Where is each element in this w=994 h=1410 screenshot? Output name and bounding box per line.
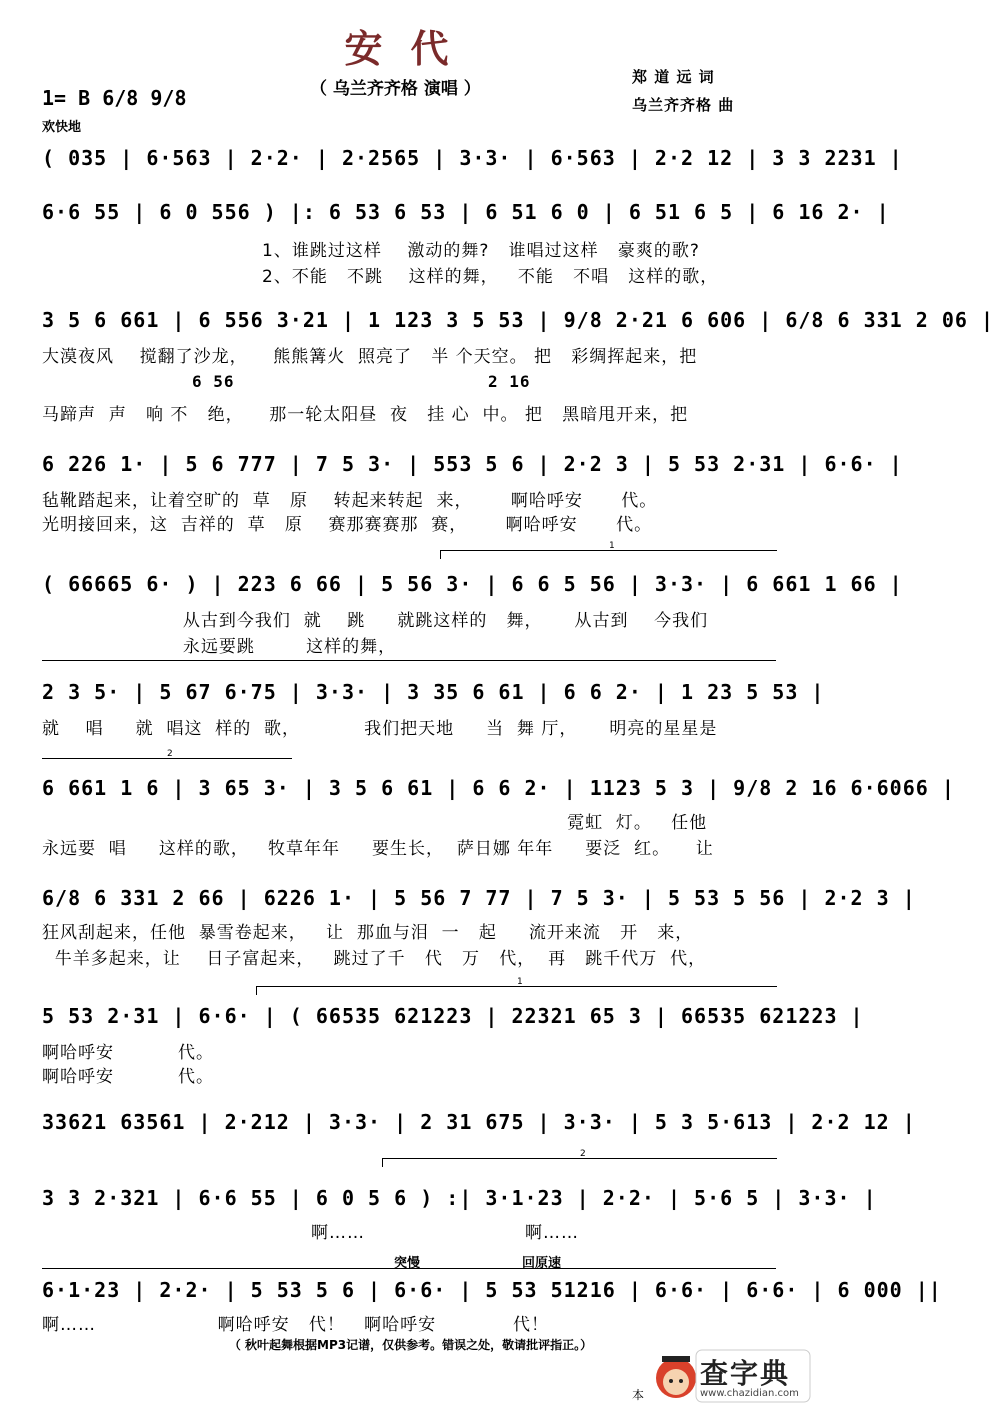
lyricist-credit: 郑 道 远 词 — [632, 68, 715, 86]
notation-row-12: 6·1·23 | 2·2· | 5 53 5 6 | 6·6· | 5 53 51216 | 6·6· | 6·6· | 6 000 || — [42, 1278, 942, 1302]
tempo-mark-slow: 突慢 — [394, 1256, 421, 1271]
site-logo-url[interactable]: www.chazidian.com — [700, 1388, 799, 1399]
volta-bracket-3: 1 — [256, 986, 777, 995]
lyric-row-3-verse-2: 马蹄声 声 响 不 绝， 那一轮太阳昼 夜 挂 心 中。 把 黑暗甩开来，把 — [42, 405, 689, 425]
notation-row-4: 6 226 1· | 5 6 777 | 7 5 3· | 553 5 6 | 2·2 3 | 5 53 2·31 | 6·6· | — [42, 452, 903, 476]
volta-bracket-1: 1 — [440, 550, 777, 559]
lyric-row-8-verse-2: 牛羊多起来，让 日子富起来， 跳过了千 代 万 代， 再 跳千代万 代， — [42, 949, 707, 969]
notation-row-1: ( 035 | 6·563 | 2·2· | 2·2565 | 3·3· | 6·563 | 2·2 12 | 3 3 2231 | — [42, 146, 903, 170]
volta-bracket-2: 2 — [42, 758, 292, 767]
notation-row-10: 33621 63561 | 2·212 | 3·3· | 2 31 675 | 3·3· | 5 3 5·613 | 2·2 12 | — [42, 1110, 916, 1134]
lyric-row-9-verse-2: 啊哈呼安 代。 — [42, 1067, 215, 1087]
lyric-row-2-verse-2: 2、不能 不跳 这样的舞， 不能 不唱 这样的歌， — [262, 267, 719, 287]
notation-row-9: 5 53 2·31 | 6·6· | ( 66535 621223 | 22321 65 3 | 66535 621223 | — [42, 1004, 864, 1028]
transcription-note: （ 秋叶起舞根据MP3记谱，仅供参考。错误之处，敬请批评指正。） — [228, 1338, 593, 1352]
lyric-row-3-verse-1: 大漠夜风 搅翻了沙龙， 熊熊篝火 照亮了 半 个天空。 把 彩绸挥起来，把 — [42, 347, 698, 367]
volta-bracket-4: 2 — [382, 1158, 777, 1167]
lyric-row-7-line-2: 永远要 唱 这样的歌， 牧草年年 要生长， 萨日娜 年年 要泛 红。 让 — [42, 839, 714, 859]
notation-row-2: 6·6 55 | 6 0 556 ) |: 6 53 6 53 | 6 51 6 0 | 6 51 6 5 | 6 16 2· | — [42, 200, 890, 224]
alt-notes-2: 2 16 — [488, 372, 531, 391]
watermark-prefix: 本 — [632, 1388, 645, 1402]
lyric-row-6: 就 唱 就 唱这 样的 歌， 我们把天地 当 舞 厅， 明亮的星星是 — [42, 719, 718, 739]
site-logo-name: 查字典 — [700, 1357, 791, 1390]
lyric-row-7-line-1: 霓虹 灯。 任他 — [42, 813, 708, 833]
notation-row-6: 2 3 5· | 5 67 6·75 | 3·3· | 3 35 6 61 | 6 6 2· | 1 23 5 53 | — [42, 680, 825, 704]
notation-row-5: ( 66665 6· ) | 223 6 66 | 5 56 3· | 6 6 5 56 | 3·3· | 6 661 1 66 | — [42, 572, 903, 596]
notation-row-7: 6 661 1 6 | 3 65 3· | 3 5 6 61 | 6 6 2· | 1123 5 3 | 9/8 2 16 6·6066 | — [42, 776, 955, 800]
performer-subtitle: （ 乌兰齐齐格 演唱 ） — [310, 79, 481, 99]
lyric-row-9-verse-1: 啊哈呼安 代。 — [42, 1043, 215, 1063]
lyric-row-5-verse-2: 永远要跳 这样的舞， — [42, 637, 397, 657]
tempo-marking: 欢快地 — [42, 120, 82, 135]
final-volta-line — [42, 1268, 776, 1269]
alt-notes-1: 6 56 — [192, 372, 235, 391]
lyric-row-8-verse-1: 狂风刮起来，任他 暴雪卷起来， 让 那血与泪 一 起 流开来流 开 来， — [42, 923, 694, 943]
lyric-row-11: 啊…… 啊…… — [42, 1223, 580, 1243]
lyric-row-5-verse-1: 从古到今我们 就 跳 就跳这样的 舞， 从古到 今我们 — [42, 611, 709, 631]
notation-row-3: 3 5 6 661 | 6 556 3·21 | 1 123 3 5 53 | 9/8 2·21 6 606 | 6/8 6 331 2 06 | — [42, 308, 994, 332]
page-title: 安代 — [344, 26, 477, 71]
tempo-mark-resume: 回原速 — [522, 1256, 562, 1271]
notation-row-8: 6/8 6 331 2 66 | 6226 1· | 5 56 7 77 | 7 5 3· | 5 53 5 56 | 2·2 3 | — [42, 886, 916, 910]
composer-credit: 乌兰齐齐格 曲 — [632, 96, 735, 114]
lyric-row-12: 啊…… 啊哈呼安 代！ 啊哈呼安 代！ — [42, 1315, 549, 1335]
notation-row-11: 3 3 2·321 | 6·6 55 | 6 0 5 6 ) :| 3·1·23 | 2·2· | 5·6 5 | 3·3· | — [42, 1186, 877, 1210]
lyric-row-4-verse-1: 毡靴踏起来，让着空旷的 草 原 转起来转起 来， 啊哈呼安 代。 — [42, 491, 658, 511]
volta-continuation-line — [42, 660, 776, 661]
key-signature: 1= B 6/8 9/8 — [42, 86, 187, 110]
lyric-row-2-verse-1: 1、谁跳过这样 激动的舞? 谁唱过这样 豪爽的歌? — [262, 241, 700, 261]
lyric-row-4-verse-2: 光明接回来，这 吉祥的 草 原 赛那赛赛那 赛， 啊哈呼安 代。 — [42, 515, 653, 535]
